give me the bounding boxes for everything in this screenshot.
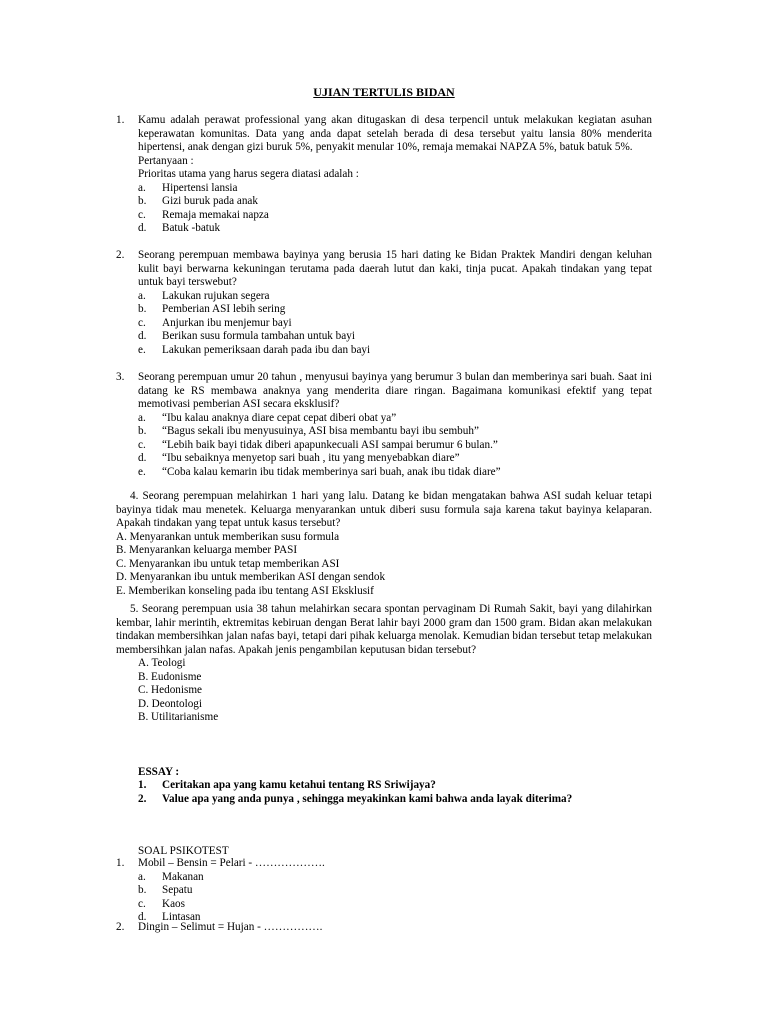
question-number: 2. — [116, 921, 125, 933]
option-item — [138, 452, 652, 466]
question-number: 1. — [116, 857, 125, 869]
question-text: 4. Seorang perempuan melahirkan 1 hari yang lalu. Datang ke bidan mengatakan bahwa ASI sudah keluar tetapi bayinya tidak mau menetek. Keluarga menyarankan untuk diberi susu formula saja karena takut bayinya kelaparan. Apakah tindakan yang tepat untuk kasus tersebut? — [116, 490, 652, 529]
option-label: b. — [138, 884, 147, 896]
option-text: “Ibu sebaiknya menyetop sari buah , itu yang menyebabkan diare” — [162, 452, 460, 464]
option-text: “Ibu kalau anaknya diare cepat cepat diberi obat ya” — [162, 411, 397, 424]
option-label: a. — [138, 870, 146, 883]
option-list — [138, 182, 652, 236]
option-text: Hipertensi lansia — [162, 181, 238, 194]
option-text: Batuk -batuk — [162, 222, 221, 234]
option-label: b. — [138, 195, 147, 207]
question-number: 3. — [116, 371, 125, 383]
option-item — [138, 209, 652, 223]
option-label: a. — [138, 181, 146, 194]
option-text: Lakukan pemeriksaan darah pada ibu dan bayi — [162, 343, 371, 356]
option-item — [138, 303, 652, 317]
option-list — [116, 531, 652, 599]
question-body — [138, 371, 652, 479]
option-item — [138, 425, 652, 439]
question-text: Dingin – Selimut = Hujan - ……………. — [138, 921, 323, 933]
question-text: Seorang perempuan umur 20 tahun , menyusui bayinya yang berumur 3 bulan dan memberinya sari buah. Saat ini datang ke RS membawa anaknya yang menderita diare ringan. Bagaimana komunikasi efektif yang tepat memotivasi pemberian ASI secara eksklusif? — [138, 371, 652, 410]
question-body — [138, 114, 652, 236]
option-item — [138, 330, 652, 344]
option-text: Sepatu — [162, 884, 193, 896]
option-item — [138, 195, 652, 209]
question-prompt: Pertanyaan : — [138, 154, 194, 167]
option-item — [138, 439, 652, 453]
option-text: Pemberian ASI lebih sering — [162, 303, 286, 315]
question-text: Seorang perempuan membawa bayinya yang berusia 15 hari dating ke Bidan Praktek Mandiri dengan keluhan kulit bayi berwarna kekuningan terutama pada daerah lutut dan kaki, tinja pucat. Apakah tindakan yang tepat untuk bayi terswebut? — [138, 249, 652, 288]
option-label: c. — [138, 438, 146, 451]
option-text: “Lebih baik bayi tidak diberi apapunkecuali ASI sampai berumur 6 bulan.” — [162, 438, 498, 451]
option-item — [138, 222, 652, 236]
essay-number: 1. — [138, 779, 147, 791]
option-text: “Coba kalau kemarin ibu tidak memberinya sari buah, anak ibu tidak diare” — [162, 465, 501, 478]
question-text: Mobil – Bensin = Pelari - ………………. — [138, 857, 325, 869]
option-item: D. Deontologi — [138, 697, 203, 710]
option-item — [138, 466, 652, 480]
essay-number: 2. — [138, 793, 147, 805]
psikotest-heading: SOAL PSIKOTEST — [138, 845, 229, 857]
option-text: Berikan susu formula tambahan untuk bayi — [162, 330, 355, 342]
option-item: B. Eudonisme — [138, 670, 202, 683]
option-label: d. — [138, 452, 147, 464]
option-label: d. — [138, 222, 147, 234]
option-label: e. — [138, 343, 146, 356]
question-body — [116, 603, 652, 725]
option-item — [138, 344, 652, 358]
essay-text: Ceritakan apa yang kamu ketahui tentang RS Sriwijaya? — [162, 779, 436, 791]
option-label: b. — [138, 303, 147, 315]
option-text: Remaja memakai napza — [162, 208, 269, 221]
option-item — [138, 182, 652, 196]
option-list — [138, 657, 652, 725]
option-item: C. Menyarankan ibu untuk tetap memberikan ASI — [116, 557, 340, 570]
option-label: e. — [138, 465, 146, 478]
option-list — [138, 290, 652, 358]
question-body — [138, 857, 652, 925]
essay-text: Value apa yang anda punya , sehingga meyakinkan kami bahwa anda layak diterima? — [162, 793, 573, 805]
question-number: 2. — [116, 249, 125, 261]
option-list — [138, 412, 652, 480]
question-body — [116, 490, 652, 598]
option-label: a. — [138, 411, 146, 424]
option-item — [138, 871, 652, 885]
option-label: c. — [138, 208, 146, 221]
option-item: D. Menyarankan ibu untuk memberikan ASI dengan sendok — [116, 571, 386, 583]
question-body — [138, 249, 652, 357]
option-item: A. Menyarankan untuk memberikan susu formula — [116, 530, 340, 543]
question-number: 1. — [116, 114, 125, 126]
option-label: a. — [138, 289, 146, 302]
option-item — [138, 884, 652, 898]
page-title: UJIAN TERTULIS BIDAN — [313, 85, 455, 99]
option-label: c. — [138, 316, 146, 329]
option-text: “Bagus sekali ibu menyusuinya, ASI bisa membantu bayi ibu sembuh” — [162, 425, 479, 437]
question-prompt: Prioritas utama yang harus segera diatasi adalah : — [138, 168, 359, 180]
question-body — [138, 921, 652, 935]
option-item: B. Utilitarianisme — [138, 711, 219, 723]
option-list — [138, 871, 652, 925]
option-text: Lintasan — [162, 911, 201, 923]
option-label: b. — [138, 425, 147, 437]
option-item: B. Menyarankan keluarga member PASI — [116, 544, 298, 556]
option-item — [138, 898, 652, 912]
option-text: Lakukan rujukan segera — [162, 289, 270, 302]
option-label: d. — [138, 911, 147, 923]
question-text: 5. Seorang perempuan usia 38 tahun melahirkan secara spontan pervaginam Di Rumah Sakit, bayi yang dilahirkan kembar, lahir merintih, ektremitas kebiruan dengan Berat lahir bayi 2000 gram dan 1500 gram. Bidan akan melakukan tindakan membersihkan jalan nafas bayi, tetapi dari pihak keluarga menolak. Kemudian bidan tersebut tetap melakukan membersihkan jalan nafas. Apakah jenis pengambilan keputusan bidan tersebut? — [116, 603, 652, 656]
option-item — [138, 317, 652, 331]
option-text: Anjurkan ibu menjemur bayi — [162, 316, 292, 329]
option-text: Makanan — [162, 870, 204, 883]
option-item — [138, 412, 652, 426]
option-item: E. Memberikan konseling pada ibu tentang ASI Eksklusif — [116, 584, 374, 597]
question-text: Kamu adalah perawat professional yang akan ditugaskan di desa terpencil untuk melakukan kegiatan asuhan keperawatan komunitas. Data yang anda dapat setelah berada di desa tersebut yaitu lansia 80% menderita hipertensi, anak dengan gizi buruk 5%, penyakit menular 10%, remaja memakai NAPZA 5%, batuk batuk 5%. — [138, 114, 652, 153]
option-text: Kaos — [162, 897, 185, 910]
option-item — [138, 290, 652, 304]
option-label: c. — [138, 897, 146, 910]
option-text: Gizi buruk pada anak — [162, 195, 258, 207]
option-label: d. — [138, 330, 147, 342]
option-item: C. Hedonisme — [138, 684, 203, 696]
essay-heading: ESSAY : — [138, 766, 180, 778]
option-item: A. Teologi — [138, 657, 186, 669]
